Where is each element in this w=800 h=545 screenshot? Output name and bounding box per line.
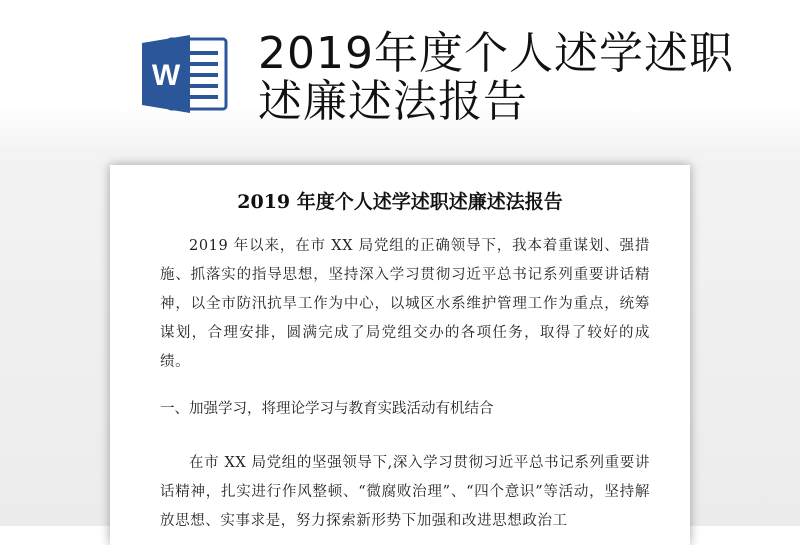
paragraph-intro: 2019 年以来，在市 XX 局党组的正确领导下，我本着重谋划、强措施、抓落实的指导思想，坚持深入学习贯彻习近平总书记系列重要讲话精神，以全市防汛抗旱工作为中心，以城区水系维护管理工作为重点，统筹谋划，合理安排，圆满完成了局党组交办的各项任务，取得了较好的成绩。 [160,238,650,370]
section-heading: 一、加强学习，将理论学习与教育实践活动有机结合 [160,401,494,417]
paragraph-section-1: 在市 XX 局党组的坚强领导下,深入学习贯彻习近平总书记系列重要讲话精神，扎实进行作风整顿、“微腐败治理”、“四个意识”等活动，坚持解放思想、实事求是，努力探索新形势下加强和改进思想政治工 [160,455,650,529]
header-banner [0,0,800,150]
word-document-icon [140,33,230,115]
page-title: 2019年度个人述学述职述廉述法报告 [258,28,734,127]
document-title: 2019 年度个人述学述职述廉述法报告 [237,191,563,213]
document-page [110,165,690,545]
word-icon-letter: W [151,59,181,92]
